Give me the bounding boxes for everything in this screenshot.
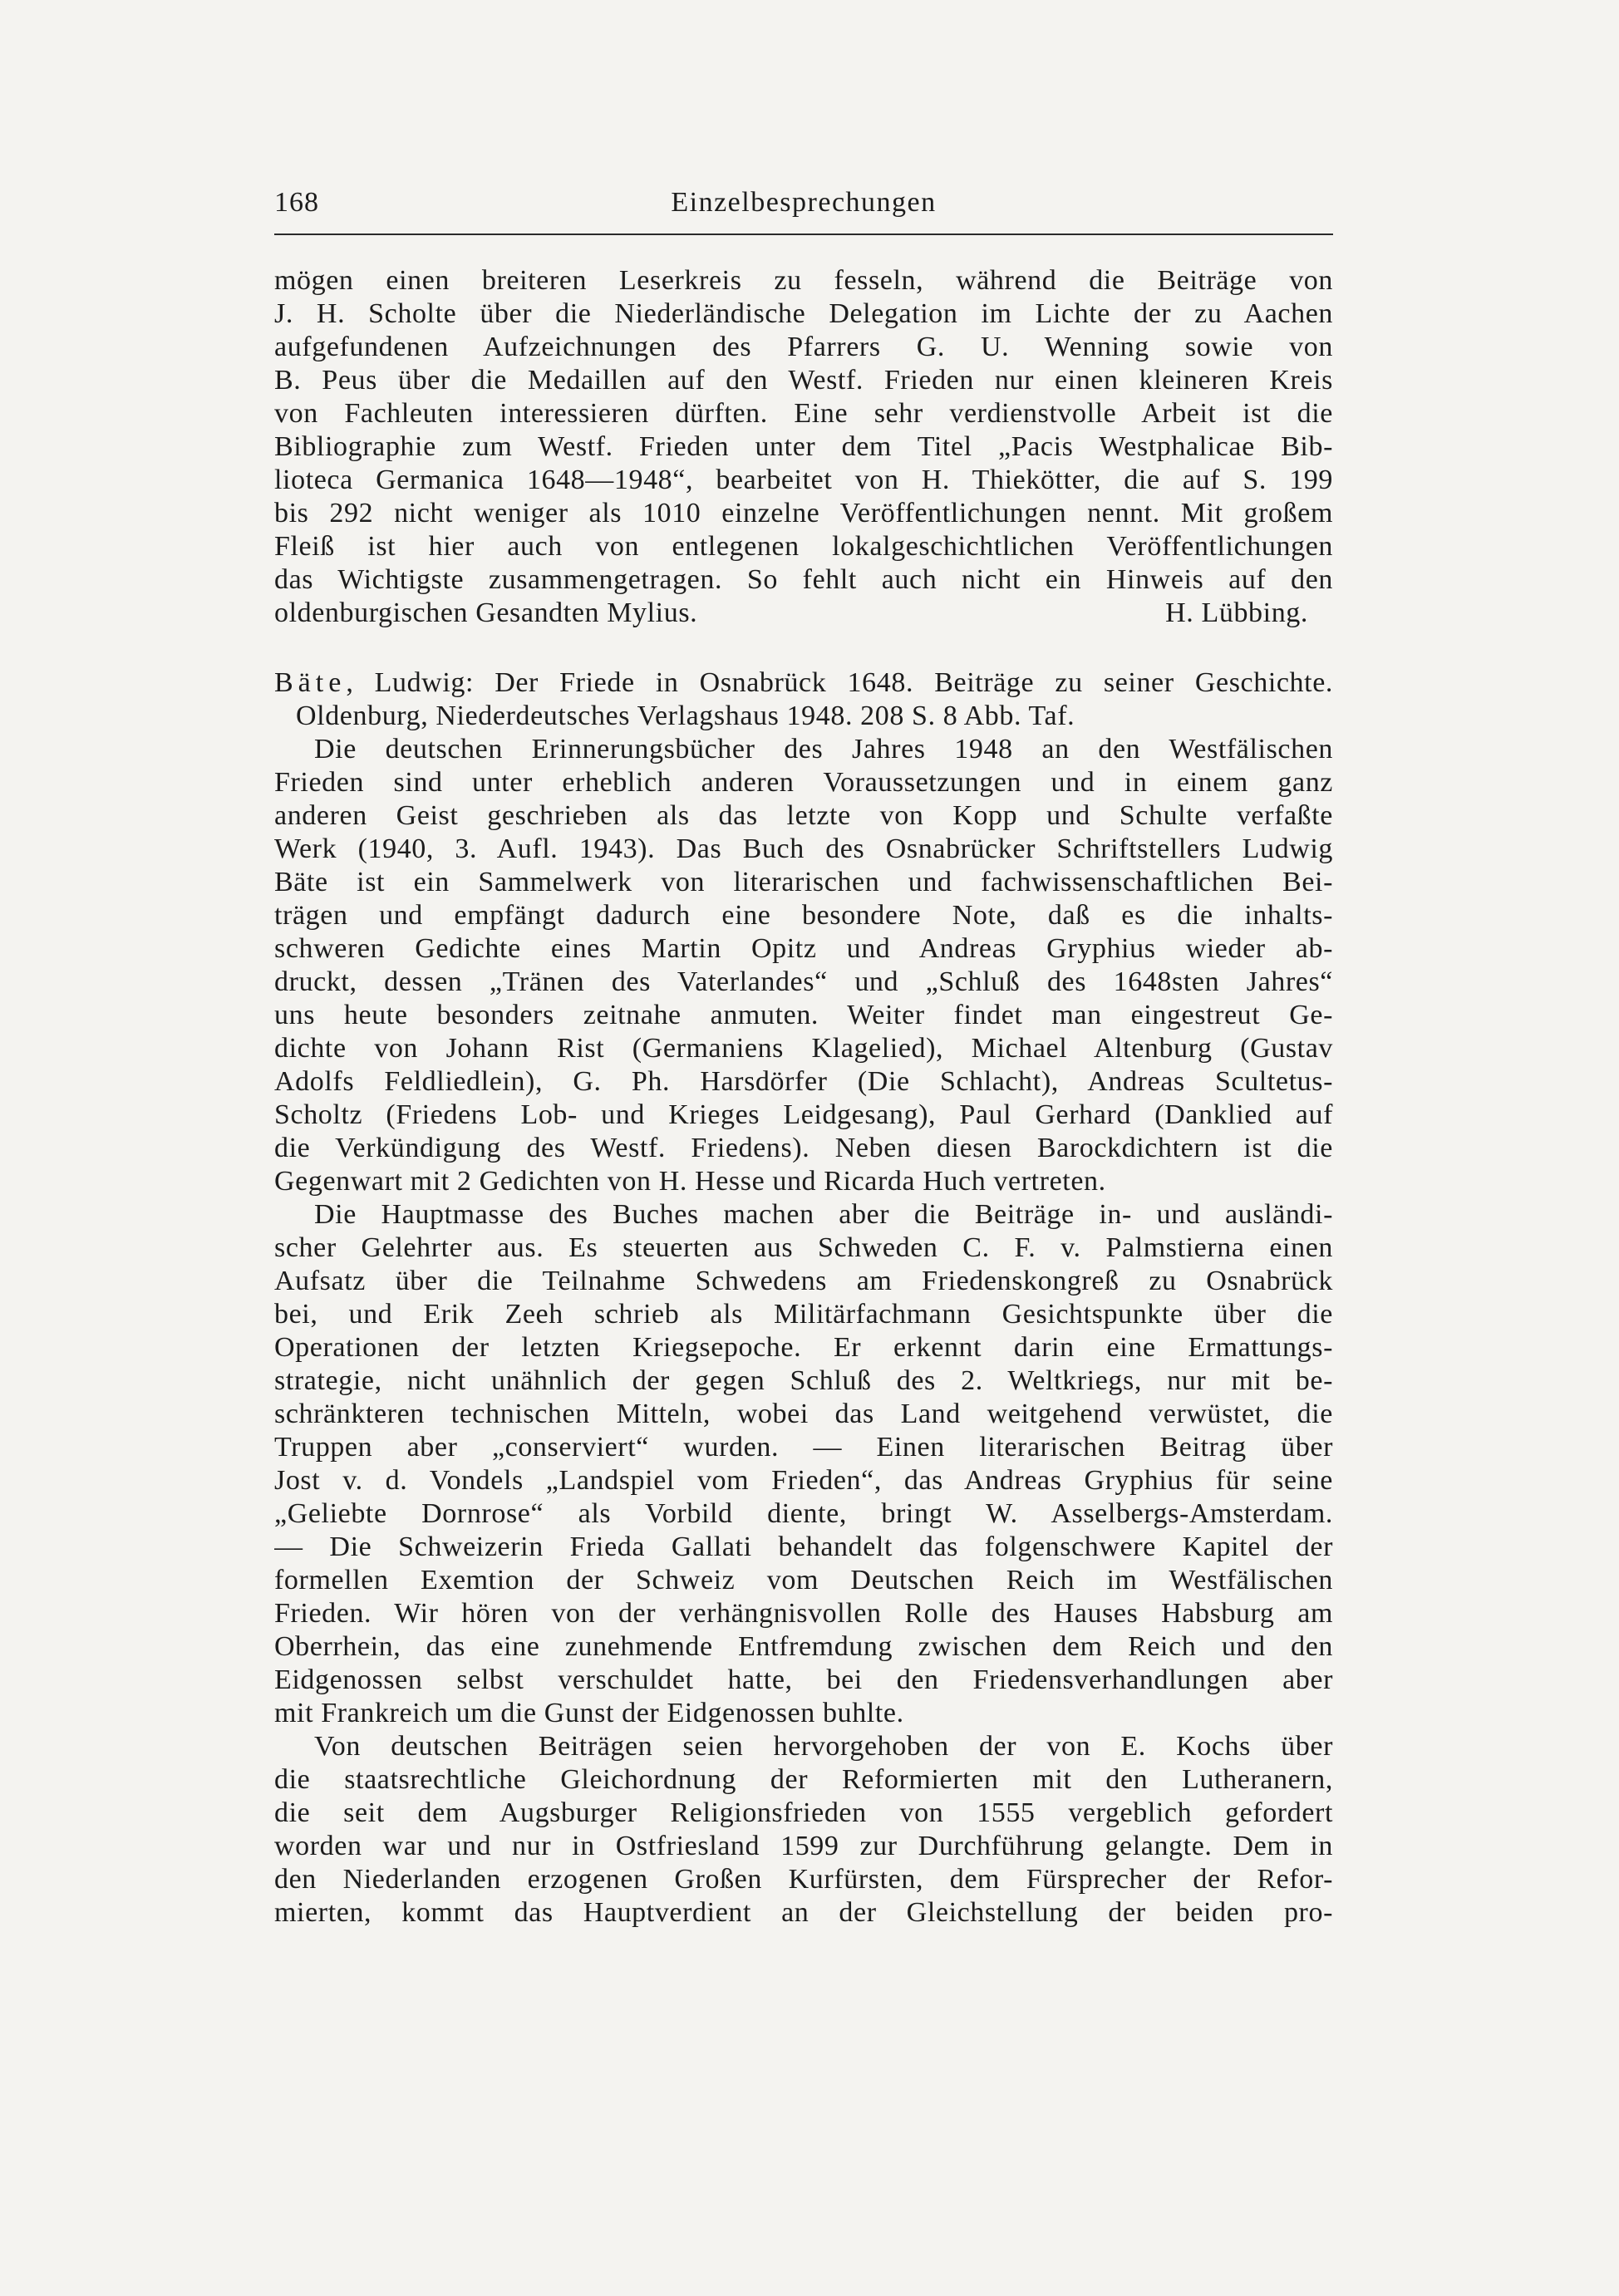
running-title: Einzelbesprechungen [671, 187, 937, 218]
text-line: lioteca Germanica 1648—1948“, bearbeitet von H. Thiekötter, die auf S. 199 [274, 465, 1333, 495]
text-line: Operationen der letzten Kriegsepoche. Er erkennt darin eine Ermattungs- [274, 1332, 1333, 1363]
text-line: Bäte ist ein Sammelwerk von literarischen und fachwissenschaftlichen Bei- [274, 867, 1333, 897]
body-text [274, 264, 1333, 1930]
text-line: druckt, dessen „Tränen des Vaterlandes“ und „Schluß des 1648sten Jahres“ [274, 966, 1333, 997]
text-line: Die Hauptmasse des Buches machen aber die Beiträge in- und ausländi- [314, 1199, 1333, 1230]
review-bate [274, 666, 1333, 1930]
closing-line [274, 597, 1333, 630]
page-number: 168 [274, 187, 319, 218]
text-line: formellen Exemtion der Schweiz vom Deutschen Reich im Westfälischen [274, 1565, 1333, 1595]
text-line: Adolfs Feldliedlein), G. Ph. Harsdörfer (Die Schlacht), Andreas Scultetus- [274, 1066, 1333, 1097]
text-line: Gegenwart mit 2 Gedichten von H. Hesse und Ricarda Huch vertreten. [274, 1166, 1106, 1197]
text-line: oldenburgischen Gesandten Mylius. [274, 597, 698, 628]
reviewer-signature: H. Lübbing. [1165, 597, 1308, 628]
text-line: die Verkündigung des Westf. Friedens). Neben diesen Barockdichtern ist die [274, 1133, 1333, 1163]
text-line: Scholtz (Friedens Lob- und Krieges Leidgesang), Paul Gerhard (Danklied auf [274, 1099, 1333, 1130]
section-gap [274, 630, 1333, 666]
paragraph [274, 1198, 1333, 1730]
text-line: uns heute besonders zeitnahe anmuten. Weiter findet man eingestreut Ge- [274, 1000, 1333, 1030]
text-line: aufgefundenen Aufzeichnungen des Pfarrers G. U. Wenning sowie von [274, 332, 1333, 362]
text-line: Aufsatz über die Teilnahme Schwedens am Friedenskongreß zu Osnabrück [274, 1266, 1333, 1296]
text-line: Von deutschen Beiträgen seien hervorgehoben der von E. Kochs über [314, 1731, 1333, 1762]
text-line: Fleiß ist hier auch von entlegenen lokalgeschichtlichen Veröffentlichungen [274, 531, 1333, 562]
text-line: bei, und Erik Zeeh schrieb als Militärfachmann Gesichtspunkte über die [274, 1299, 1333, 1330]
text-line: — Die Schweizerin Frieda Gallati behandelt das folgenschwere Kapitel der [274, 1531, 1333, 1562]
citation-publisher-line: Oldenburg, Niederdeutsches Verlagshaus 1948. 208 S. 8 Abb. Taf. [296, 701, 1075, 731]
citation-author: Bäte [274, 667, 347, 698]
text-line: B. Peus über die Medaillen auf den Westf. Frieden nur einen kleineren Kreis [274, 365, 1333, 396]
text-line: Eidgenossen selbst verschuldet hatte, bei den Friedensverhandlungen aber [274, 1664, 1333, 1695]
text-line: Frieden. Wir hören von der verhängnisvollen Rolle des Hauses Habsburg am [274, 1598, 1333, 1629]
text-line: Truppen aber „conserviert“ wurden. — Einen literarischen Beitrag über [274, 1432, 1333, 1463]
text-line: schweren Gedichte eines Martin Opitz und Andreas Gryphius wieder ab- [274, 933, 1333, 964]
text-line: schränkteren technischen Mitteln, wobei das Land weitgehend verwüstet, die [274, 1399, 1333, 1429]
text-line: Jost v. d. Vondels „Landspiel vom Frieden“, das Andreas Gryphius für seine [274, 1465, 1333, 1496]
text-line: mit Frankreich um die Gunst der Eidgenossen buhlte. [274, 1698, 904, 1728]
review-continuation [274, 264, 1333, 630]
running-head [274, 187, 1333, 235]
text-line: den Niederlanden erzogenen Großen Kurfürsten, dem Fürsprecher der Refor- [274, 1864, 1333, 1895]
text-line: worden war und nur in Ostfriesland 1599 zur Durchführung gelangte. Dem in [274, 1831, 1333, 1861]
text-line: Oberrhein, das eine zunehmende Entfremdung zwischen dem Reich und den [274, 1631, 1333, 1662]
text-line: Die deutschen Erinnerungsbücher des Jahres 1948 an den Westfälischen [314, 734, 1333, 765]
citation-line [274, 666, 1333, 700]
text-line: anderen Geist geschrieben als das letzte von Kopp und Schulte verfaßte [274, 800, 1333, 831]
text-line: das Wichtigste zusammengetragen. So fehlt auch nicht ein Hinweis auf den [274, 564, 1333, 595]
text-line: Werk (1940, 3. Aufl. 1943). Das Buch des Osnabrücker Schriftstellers Ludwig [274, 833, 1333, 864]
paragraph [274, 733, 1333, 1198]
text-line: strategie, nicht unähnlich der gegen Schluß des 2. Weltkriegs, nur mit be- [274, 1365, 1333, 1396]
text-line: Bibliographie zum Westf. Frieden unter dem Titel „Pacis Westphalicae Bib- [274, 431, 1333, 462]
text-line: bis 292 nicht weniger als 1010 einzelne Veröffentlichungen nennt. Mit großem [274, 498, 1333, 529]
text-line: die seit dem Augsburger Religionsfrieden von 1555 vergeblich gefordert [274, 1797, 1333, 1828]
text-line: mierten, kommt das Hauptverdient an der Gleichstellung der beiden pro- [274, 1897, 1333, 1928]
paragraph [274, 1730, 1333, 1930]
text-line: Frieden sind unter erheblich anderen Voraussetzungen und in einem ganz [274, 767, 1333, 798]
text-line: „Geliebte Dornrose“ als Vorbild diente, bringt W. Asselbergs-Amsterdam. [274, 1498, 1333, 1529]
text-line: die staatsrechtliche Gleichordnung der Reformierten mit den Lutheranern, [274, 1764, 1333, 1795]
text-line: von Fachleuten interessieren dürften. Eine sehr verdienstvolle Arbeit ist die [274, 398, 1333, 429]
text-line: mögen einen breiteren Leserkreis zu fesseln, während die Beiträge von [274, 265, 1333, 296]
text-line: J. H. Scholte über die Niederländische Delegation im Lichte der zu Aachen [274, 298, 1333, 329]
citation-title: , Ludwig: Der Friede in Osnabrück 1648. Beiträge zu seiner Geschichte. [346, 667, 1333, 698]
text-line: dichte von Johann Rist (Germaniens Klagelied), Michael Altenburg (Gustav [274, 1033, 1333, 1064]
text-line: trägen und empfängt dadurch eine besondere Note, daß es die inhalts- [274, 900, 1333, 931]
text-line: scher Gelehrter aus. Es steuerten aus Schweden C. F. v. Palmstierna einen [274, 1232, 1333, 1263]
